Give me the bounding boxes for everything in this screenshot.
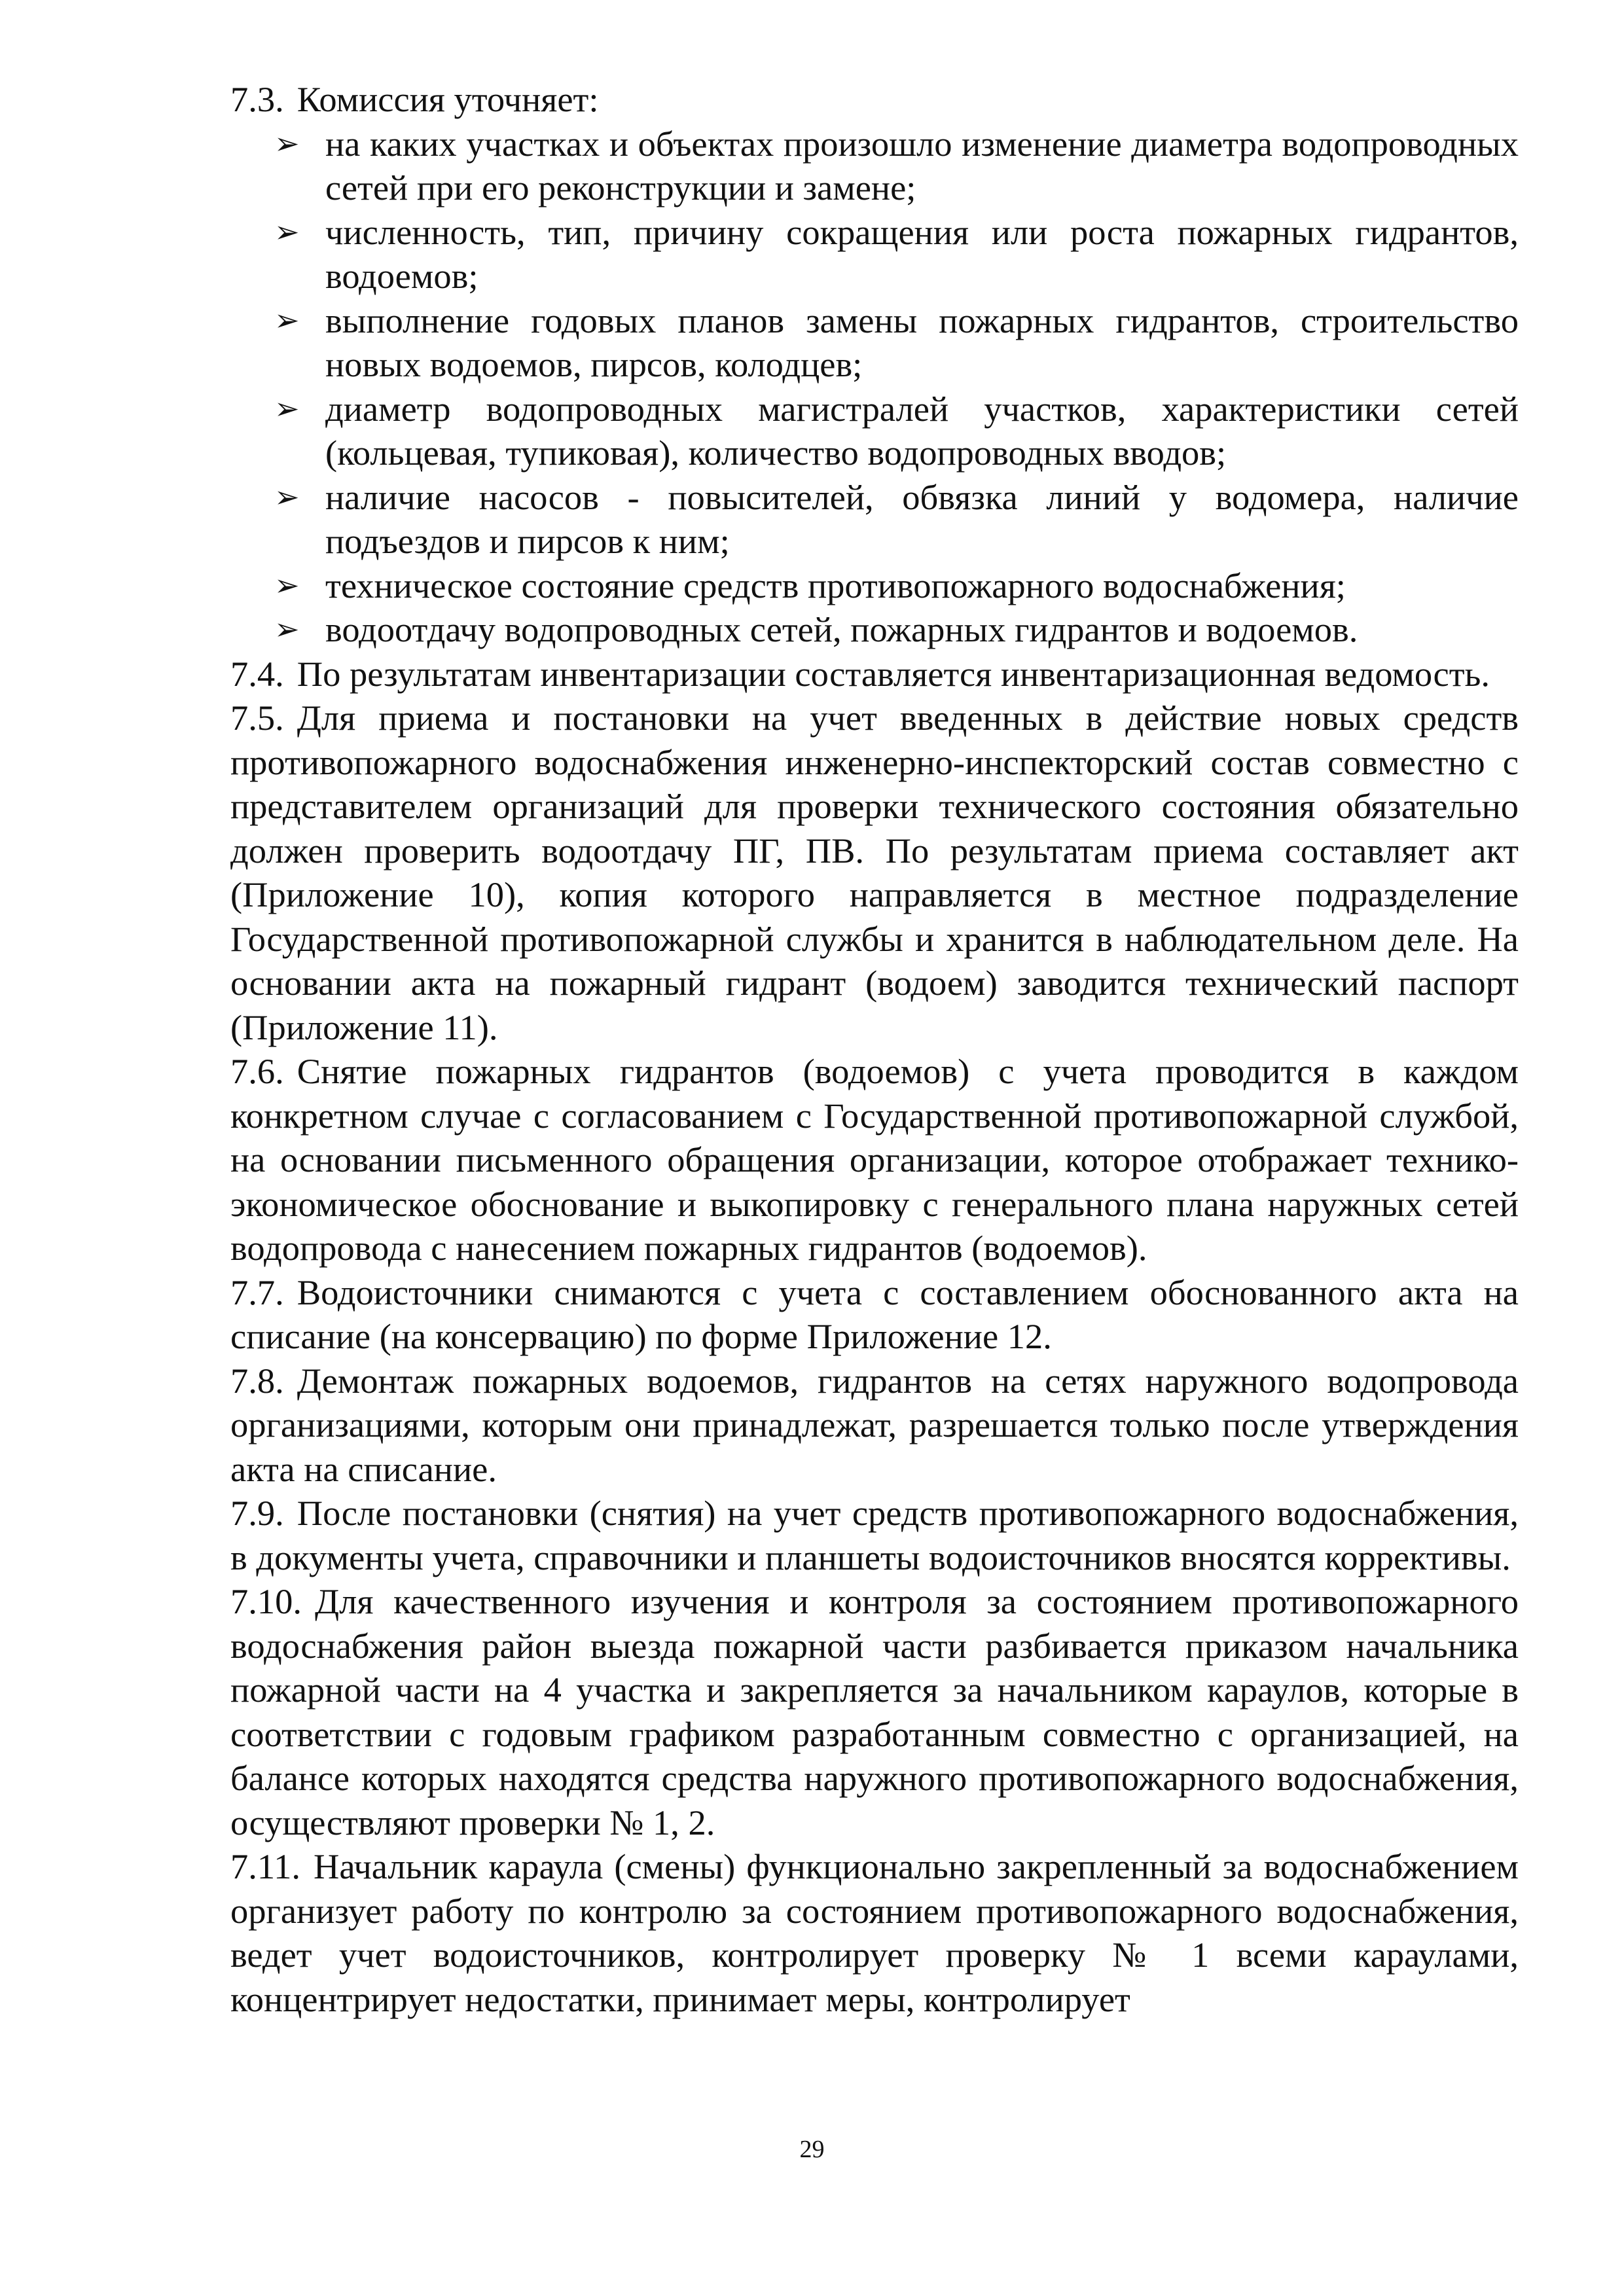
- section-7-6: [230, 1049, 1519, 1270]
- document-page: [230, 77, 1519, 2021]
- list-item: [274, 122, 1519, 210]
- arrow-bullet-icon: ➢: [274, 125, 300, 161]
- arrow-bullet-icon: ➢: [274, 478, 300, 514]
- list-item-text: наличие насосов - повысителей, обвязка линий у водомера, наличие подъездов и пирсов к ним;: [325, 476, 1519, 561]
- list-item: [274, 387, 1519, 475]
- section-7-8: [230, 1359, 1519, 1492]
- section-7-4: [230, 652, 1519, 696]
- list-item-text: техническое состояние средств противопожарного водоснабжения;: [325, 565, 1346, 605]
- arrow-bullet-icon: ➢: [274, 567, 300, 603]
- section-text: Демонтаж пожарных водоемов, гидрантов на сетях наружного водопровода организациями, которым они принадлежат, разрешается только после утверждения акта на списание.: [230, 1360, 1519, 1489]
- section-text: Водоисточники снимаются с учета с составлением обоснованного акта на списание (на консервацию) по форме Приложение 12.: [230, 1272, 1519, 1356]
- section-7-3: [230, 77, 1519, 122]
- section-number: 7.3.: [230, 79, 284, 119]
- section-number: 7.5.: [230, 698, 284, 738]
- list-item-text: численность, тип, причину сокращения или роста пожарных гидрантов, водоемов;: [325, 211, 1519, 296]
- section-number: 7.10.: [230, 1581, 302, 1621]
- arrow-bullet-icon: ➢: [274, 611, 300, 647]
- list-item-text: выполнение годовых планов замены пожарных гидрантов, строительство новых водоемов, пирсов, колодцев;: [325, 300, 1519, 384]
- section-7-9: [230, 1491, 1519, 1579]
- section-text: Комиссия уточняет:: [297, 79, 599, 119]
- commission-checklist: [230, 122, 1519, 652]
- section-text: Для приема и постановки на учет введенных в действие новых средств противопожарного водоснабжения инженерно-инспекторский состав совместно с представителем организаций для проверки технического состояния обязательно должен проверить водоотдачу ПГ, ПВ. По результатам приема составляет акт (Приложение 10), копия которого направляется в местное подразделение Государственной противопожарной службы и хранится в наблюдательном деле. На основании акта на пожарный гидрант (водоем) заводится технический паспорт (Приложение 11).: [230, 698, 1519, 1047]
- section-text: После постановки (снятия) на учет средств противопожарного водоснабжения, в документы учета, справочники и планшеты водоисточников вносятся коррективы.: [230, 1493, 1519, 1577]
- section-text: Начальник караула (смены) функционально закрепленный за водоснабжением организует работу по контролю за состоянием противопожарного водоснабжения, ведет учет водоисточников, контролирует проверку № 1 всеми караулами, концентрирует недостатки, принимает меры, контролирует: [230, 1846, 1519, 2019]
- section-7-10: [230, 1579, 1519, 1844]
- section-7-11: [230, 1844, 1519, 2021]
- list-item-text: водоотдачу водопроводных сетей, пожарных гидрантов и водоемов.: [325, 609, 1358, 649]
- section-number: 7.4.: [230, 653, 284, 694]
- list-item-text: на каких участках и объектах произошло изменение диаметра водопроводных сетей при его реконструкции и замене;: [325, 123, 1519, 207]
- list-item-text: диаметр водопроводных магистралей участков, характеристики сетей (кольцевая, тупиковая), количество водопроводных вводов;: [325, 388, 1519, 473]
- arrow-bullet-icon: ➢: [274, 302, 300, 338]
- list-item: [274, 210, 1519, 298]
- section-number: 7.11.: [230, 1846, 300, 1886]
- arrow-bullet-icon: ➢: [274, 213, 300, 249]
- page-number: 29: [799, 2136, 825, 2163]
- section-number: 7.8.: [230, 1360, 284, 1401]
- section-number: 7.6.: [230, 1051, 284, 1091]
- section-number: 7.7.: [230, 1272, 284, 1312]
- section-7-5: [230, 696, 1519, 1049]
- section-number: 7.9.: [230, 1493, 284, 1533]
- section-7-7: [230, 1270, 1519, 1359]
- section-text: Для качественного изучения и контроля за состоянием противопожарного водоснабжения район выезда пожарной части разбивается приказом начальника пожарной части на 4 участка и закрепляется за начальником караулов, которые в соответствии с годовым графиком разработанным совместно с организацией, на балансе которых находятся средства наружного противопожарного водоснабжения, осуществляют проверки № 1, 2.: [230, 1581, 1519, 1842]
- list-item: [274, 607, 1519, 652]
- section-text: Снятие пожарных гидрантов (водоемов) с учета проводится в каждом конкретном случае с согласованием с Государственной противопожарной службой, на основании письменного обращения организации, которое отображает технико-экономическое обоснование и выкопировку с генерального плана наружных сетей водопровода с нанесением пожарных гидрантов (водоемов).: [230, 1051, 1519, 1268]
- arrow-bullet-icon: ➢: [274, 390, 300, 426]
- list-item: [274, 298, 1519, 387]
- section-text: По результатам инвентаризации составляется инвентаризационная ведомость.: [297, 653, 1490, 694]
- list-item: [274, 475, 1519, 564]
- list-item: [274, 564, 1519, 608]
